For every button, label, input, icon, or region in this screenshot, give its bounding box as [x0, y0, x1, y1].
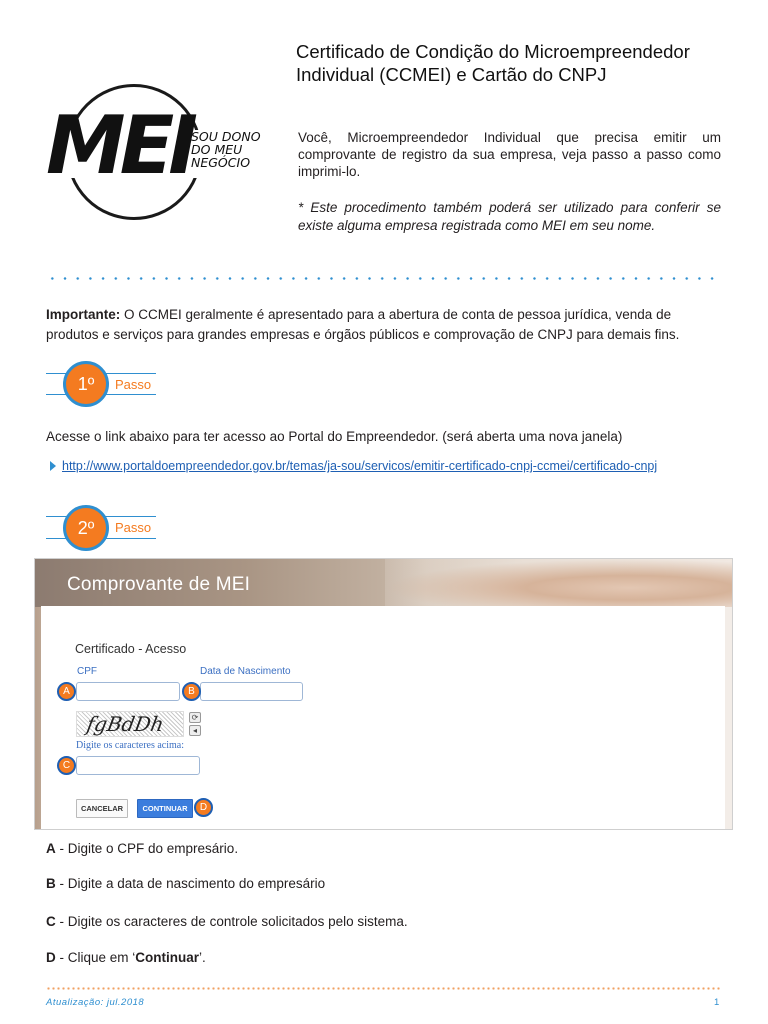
cancel-button[interactable]: CANCELAR [76, 799, 128, 818]
portal-link-row [50, 459, 657, 473]
instruction-d-text-after: ’. [199, 950, 206, 965]
dotted-divider [46, 277, 722, 280]
refresh-icon[interactable]: ⟳ [189, 712, 201, 723]
intro-paragraph: Você, Microempreendedor Individual que precisa emitir um comprovante de registro da sua empresa, veja passo a passo como imprimi-lo. [298, 130, 721, 179]
form-title: Certificado - Acesso [75, 642, 187, 656]
captcha-text: fgBdDh [84, 712, 166, 736]
instruction-a-key: A [46, 841, 56, 856]
form-screenshot [34, 558, 733, 830]
instruction-c [46, 914, 408, 929]
banner-photo [385, 559, 733, 607]
step2-label: Passo [115, 520, 152, 535]
instruction-d-bold: Continuar [135, 950, 200, 965]
important-text: O CCMEI geralmente é apresentado para a abertura de conta de pessoa jurídica, venda de produtos e serviços para grandes empresas e órgãos públicos e comprovação de CNPJ para demais fins. [46, 307, 680, 342]
instruction-a-text: - Digite o CPF do empresário. [55, 841, 239, 856]
cpf-label: CPF [77, 666, 97, 677]
footer-divider [46, 987, 722, 990]
page-title-line-1: Certificado de Condição do Microempreendedor [296, 41, 690, 62]
logo-tagline [191, 130, 261, 169]
page-number: 1 [714, 997, 720, 1008]
instruction-b-text: - Digite a data de nascimento do empresário [55, 876, 326, 891]
badge-c: C [57, 756, 76, 775]
continue-button[interactable]: CONTINUAR [137, 799, 193, 818]
instruction-c-key: C [46, 914, 56, 929]
logo-tagline-3: NEGÓCIO [191, 155, 251, 170]
captcha-image [76, 711, 184, 737]
screenshot-banner-title: Comprovante de MEI [67, 574, 251, 595]
instruction-b [46, 876, 325, 891]
portal-link[interactable]: http://www.portaldoempreendedor.gov.br/temas/ja-sou/servicos/emitir-certificado-cnpj-ccmei/certificado-cnpj [62, 459, 658, 473]
cpf-input[interactable] [76, 682, 180, 701]
logo-tagline-2: DO MEU [191, 142, 243, 157]
page-title [296, 40, 736, 86]
important-paragraph [46, 305, 726, 345]
mei-logo [44, 84, 264, 220]
badge-d: D [194, 798, 213, 817]
step2-badge: 2º [63, 505, 109, 551]
audio-icon[interactable]: ◂ [189, 725, 201, 736]
instruction-d-text-before: - Clique em ‘ [55, 950, 136, 965]
instruction-b-key: B [46, 876, 56, 891]
footer-updated: Atualização: jul.2018 [46, 997, 145, 1008]
instruction-d [46, 950, 206, 965]
badge-b: B [182, 682, 201, 701]
arrow-right-icon [50, 461, 56, 471]
instruction-c-text: - Digite os caracteres de controle solicitados pelo sistema. [55, 914, 408, 929]
important-label: Importante: [46, 307, 121, 322]
badge-a: A [57, 682, 76, 701]
access-instruction: Acesse o link abaixo para ter acesso ao Portal do Empreendedor. (será aberta uma nova janela) [46, 429, 623, 444]
page-title-line-2: Individual (CCMEI) e Cartão do CNPJ [296, 64, 607, 85]
logo-mei-text: MEI [46, 99, 193, 192]
step1-label: Passo [115, 377, 152, 392]
step1-badge: 1º [63, 361, 109, 407]
captcha-input[interactable] [76, 756, 200, 775]
instruction-d-key: D [46, 950, 56, 965]
captcha-hint: Digite os caracteres acima: [76, 740, 184, 751]
birth-date-input[interactable] [200, 682, 303, 701]
logo-tagline-1: SOU DONO [191, 129, 261, 144]
birth-date-label: Data de Nascimento [200, 666, 291, 677]
instruction-a [46, 841, 238, 856]
note-paragraph: * Este procedimento também poderá ser utilizado para conferir se existe alguma empresa registrada como MEI em seu nome. [298, 200, 721, 233]
